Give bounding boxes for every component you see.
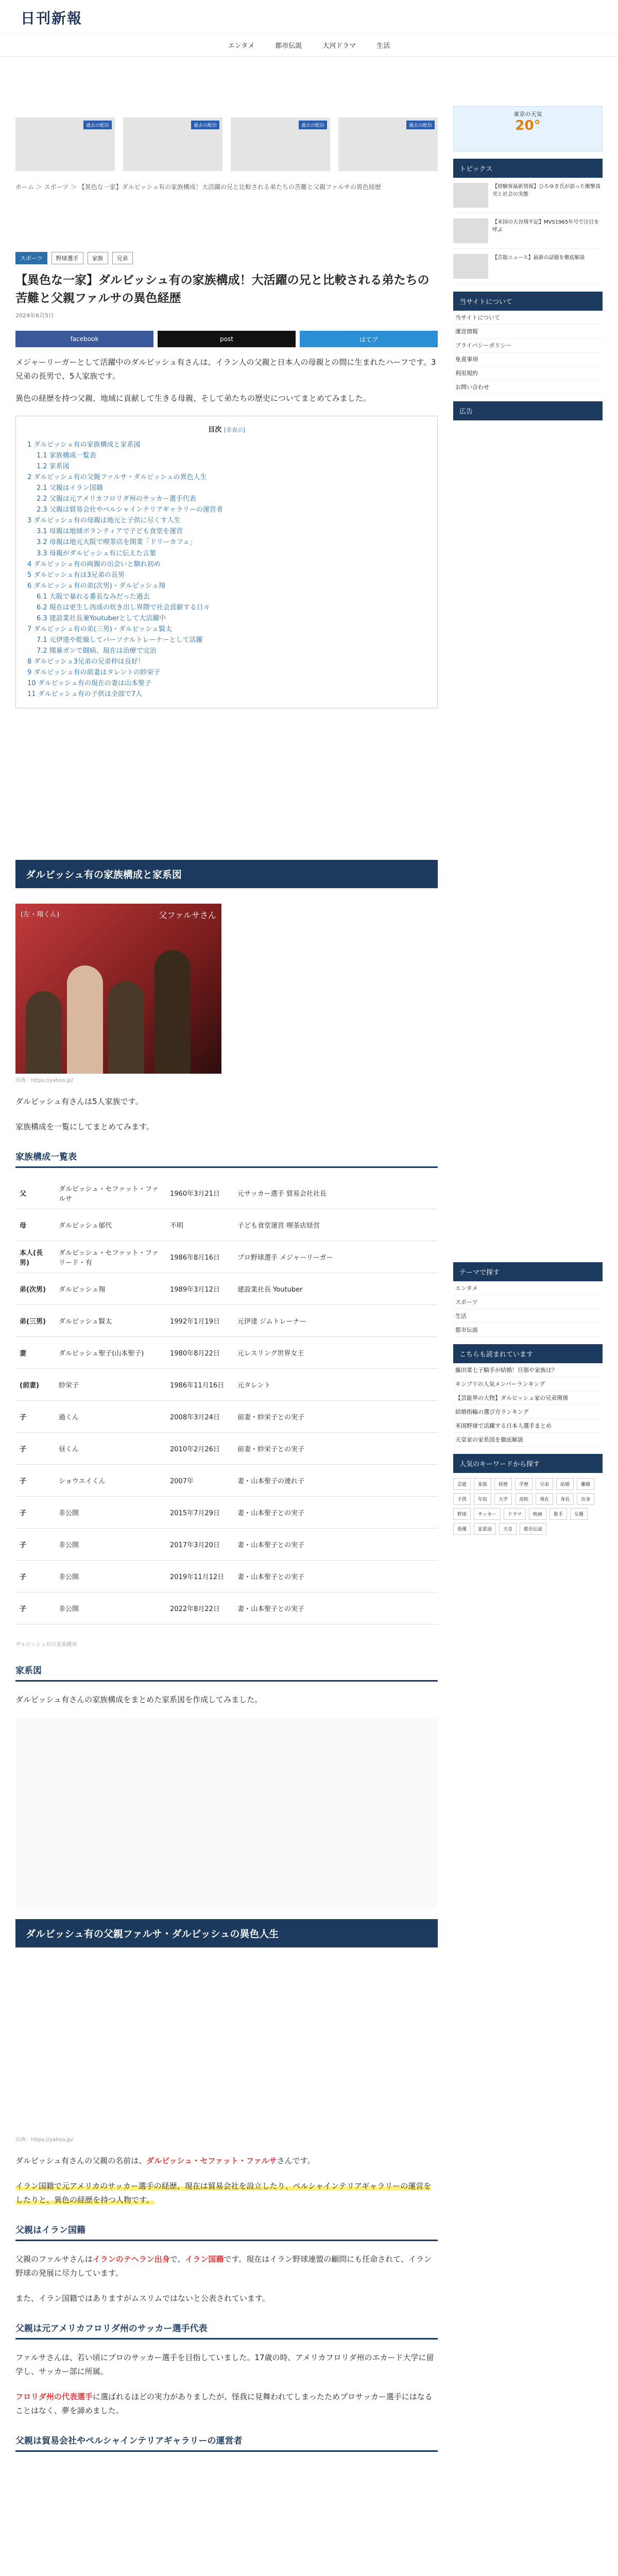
subsection-heading: 家系図 <box>15 1663 438 1682</box>
article-intro <box>15 355 438 405</box>
tag[interactable]: 野球選手 <box>52 252 83 264</box>
table-row <box>15 1177 438 1209</box>
site-header <box>0 0 618 33</box>
table-cell: 子 <box>15 1433 55 1465</box>
keyword-tag[interactable]: 歌手 <box>550 1508 567 1520</box>
keyword-tag[interactable]: 天皇 <box>499 1523 517 1535</box>
popular-item[interactable]: 結婚指輪の選び方ランキング <box>453 1405 603 1419</box>
table-cell: 1980年8月22日 <box>166 1337 233 1369</box>
table-cell: 元サッカー選手 貿易会社社長 <box>233 1177 438 1209</box>
table-cell: 弟(三男) <box>15 1305 55 1337</box>
toc-item[interactable]: 6.1 大阪で暴れる番長なみだった過去 <box>37 592 150 601</box>
keyword-tag[interactable]: 俳優 <box>453 1523 471 1535</box>
nav-item-urban-legend[interactable]: 都市伝説 <box>275 42 302 50</box>
toc-list <box>27 439 426 700</box>
paragraph: ダルビッシュ有さんの家族構成をまとめた家系図を作成してみました。 <box>15 1695 263 1705</box>
table-cell: ショウエイくん <box>55 1465 166 1497</box>
about-item[interactable]: お問い合わせ <box>453 380 603 394</box>
photo-label: (左・翔くん) <box>21 911 60 919</box>
topic-item[interactable] <box>453 249 603 284</box>
keyword-tag[interactable]: 兄弟 <box>536 1478 553 1490</box>
related-ad-row <box>15 117 438 171</box>
intro-paragraph: 異色の経歴を持つ父親、地域に貢献して生きる母親、そして弟たちの歴史についてまとめてみました。 <box>15 394 371 403</box>
table-cell: 前妻・紗栄子との実子 <box>233 1401 438 1433</box>
toc-item[interactable]: 3.1 母親は地域ボランティアで子ども食堂を運営 <box>37 528 183 536</box>
section-heading: ダルビッシュ有の父親ファルサ・ダルビッシュの異色人生 <box>15 1919 438 1947</box>
keyword-tag[interactable]: 経歴 <box>494 1478 512 1490</box>
section-heading: ダルビッシュ有の家族構成と家系図 <box>15 860 438 888</box>
table-row <box>15 1273 438 1305</box>
about-item[interactable]: 利用規約 <box>453 366 603 380</box>
related-card[interactable] <box>15 117 115 171</box>
table-row <box>15 1401 438 1433</box>
toc-toggle[interactable]: [非表示] <box>224 427 245 433</box>
keyword-tag[interactable]: 野球 <box>453 1508 471 1520</box>
weather-city: 東京の天気 <box>513 111 542 117</box>
article-tags <box>15 252 438 264</box>
related-card[interactable] <box>338 117 438 171</box>
table-cell: 2022年8月22日 <box>166 1592 233 1624</box>
toc-title: 目次 [非表示] <box>208 426 245 434</box>
table-cell: 不明 <box>166 1209 233 1241</box>
table-row <box>15 1209 438 1241</box>
keyword-tag[interactable]: 離婚 <box>577 1478 594 1490</box>
toc-item[interactable]: 3.3 母親がダルビッシュ有に伝えた言葉 <box>37 549 157 557</box>
paragraph: 父親のファルサさんはイランのテヘラン出身で、イラン国籍です。現在はイラン野球連盟の顧問にも任命されて、イラン野球の発展に尽力しています。 <box>15 2255 432 2278</box>
keyword-tag[interactable]: 家系図 <box>474 1523 496 1535</box>
sidebar-heading-topics: トピックス <box>453 159 603 178</box>
themes-item[interactable]: スポーツ <box>453 1295 603 1309</box>
keyword-tag[interactable]: 映画 <box>529 1508 546 1520</box>
nav-item-life[interactable]: 生活 <box>376 42 390 50</box>
subsection-heading: 父親は元アメリカフロリダ州のサッカー選手代表 <box>15 2321 438 2340</box>
topic-item[interactable] <box>453 213 603 249</box>
article-title: 【異色な一家】ダルビッシュ有の家族構成！大活躍の兄と比較される弟たちの苦難と父親ファルサの異色経歴 <box>15 274 430 305</box>
family-tree-image <box>15 1718 438 1909</box>
keyword-tag[interactable]: 現在 <box>536 1493 553 1505</box>
table-cell: 1989年3月12日 <box>166 1273 233 1305</box>
table-row <box>15 1465 438 1497</box>
topics-list <box>453 178 603 284</box>
toc-item[interactable]: 3.2 母親は地元大阪で喫茶店を開業「ドリーカフェ」 <box>37 538 196 547</box>
table-cell: 元レスリング世界女王 <box>233 1337 438 1369</box>
table-cell: 子 <box>15 1529 55 1561</box>
table-cell: 妻 <box>15 1337 55 1369</box>
keyword-tag[interactable]: 都市伝説 <box>520 1523 546 1535</box>
table-cell: 1960年3月21日 <box>166 1177 233 1209</box>
table-cell: 非公開 <box>55 1529 166 1561</box>
about-item[interactable]: 当サイトについて <box>453 311 603 325</box>
about-item[interactable]: 運営情報 <box>453 325 603 338</box>
table-cell: 子 <box>15 1465 55 1497</box>
toc-item[interactable]: 1 ダルビッシュ有の家族構成と家系図 <box>27 441 141 449</box>
global-nav <box>0 33 618 57</box>
x-post-button[interactable]: post <box>158 331 296 347</box>
table-row <box>15 1592 438 1624</box>
toc-item[interactable]: 2.1 父親はイラン国籍 <box>37 484 103 493</box>
photo-source: 出典：https://yahoo.jp/ <box>15 2137 73 2143</box>
toc-item[interactable]: 11 ダルビッシュ有の子供は全部で7人 <box>27 690 143 699</box>
table-cell: 2007年 <box>166 1465 233 1497</box>
paragraph: フロリダ州の代表選手に選ばれるほどの実力がありましたが、怪我に見舞われてしまったためプロサッカー選手にはなることはなく、夢を諦めました。 <box>15 2392 433 2416</box>
about-item[interactable]: プライバシーポリシー <box>453 338 603 352</box>
keyword-tag[interactable]: 高校 <box>515 1493 533 1505</box>
table-cell: 前妻・紗栄子との実子 <box>233 1433 438 1465</box>
sidebar-heading-ad: 広告 <box>453 401 603 420</box>
subsection-heading: 家族構成一覧表 <box>15 1149 438 1168</box>
related-card[interactable] <box>231 117 330 171</box>
paragraph: また、イラン国籍ではありますがムスリムではないと公表されています。 <box>15 2294 270 2303</box>
table-row <box>15 1529 438 1561</box>
paragraph: ファルサさんは、若い頃にプロのサッカー選手を目指していました。17歳の時、アメリカフロリダ州のエカード大学に留学し、サッカー部に所属。 <box>15 2353 434 2377</box>
table-cell: 子 <box>15 1401 55 1433</box>
toc-item[interactable]: 7 ダルビッシュ有の弟(三男)・ダルビッシュ賢太 <box>27 625 172 633</box>
table-cell: 子 <box>15 1561 55 1592</box>
popular-item[interactable]: 天皇家の家系図を徹底解説 <box>453 1433 603 1447</box>
main-content <box>15 57 438 2452</box>
table-cell: 妻・山本聖子との実子 <box>233 1592 438 1624</box>
table-cell: 妻・山本聖子との実子 <box>233 1561 438 1592</box>
paragraph: ダルビッシュ有さんの父親の名前は、ダルビッシュ・セファット・ファルサさんです。 <box>15 2156 315 2166</box>
keyword-tag[interactable]: 年収 <box>474 1493 491 1505</box>
table-cell: 2008年3月24日 <box>166 1401 233 1433</box>
toc-item[interactable]: 2.3 父親は貿易会社やペルシャインテリアギャラリーの運営者 <box>37 506 223 514</box>
table-cell: 元伊達 ジムトレーナー <box>233 1305 438 1337</box>
topic-thumbnail <box>453 218 488 243</box>
table-cell: ダルビッシュ郁代 <box>55 1209 166 1241</box>
popular-item[interactable]: 【芸能界の大物】ダルビッシュ家の兄弟関係 <box>453 1391 603 1405</box>
table-row <box>15 1337 438 1369</box>
keyword-tag[interactable]: 女優 <box>570 1508 588 1520</box>
sidebar-heading-about: 当サイトについて <box>453 292 603 311</box>
hatena-share-button[interactable]: はてブ <box>300 331 438 347</box>
site-logo[interactable]: 日刊新報 <box>21 10 83 27</box>
weather-temp: 20° <box>515 118 541 133</box>
tag[interactable]: 兄弟 <box>112 252 133 264</box>
photo-caption: 父ファルサさん <box>159 910 216 921</box>
table-cell: ダルビッシュ賢太 <box>55 1305 166 1337</box>
table-cell: 父 <box>15 1177 55 1209</box>
topic-title: 【米国の大谷翔平記】MVS1965年号で注目を呼ぶ <box>492 219 599 233</box>
table-row <box>15 1433 438 1465</box>
table-cell: ダルビッシュ・セファット・ファルサ <box>55 1177 166 1209</box>
table-cell: ダルビッシュ聖子(山本聖子) <box>55 1337 166 1369</box>
table-cell: 1986年8月16日 <box>166 1241 233 1273</box>
popular-item[interactable]: 藤田菜七子騎手が結婚！旦那や家族は？ <box>453 1363 603 1377</box>
table-cell: 子 <box>15 1497 55 1529</box>
toc-item[interactable]: 8 ダルビッシュ3兄弟の兄弟仲は良好！ <box>27 657 145 666</box>
keyword-tag[interactable]: 身長 <box>556 1493 574 1505</box>
table-cell: 2019年11月12日 <box>166 1561 233 1592</box>
keyword-tag[interactable]: 家族 <box>474 1478 491 1490</box>
table-cell: ダルビッシュ翔 <box>55 1273 166 1305</box>
publish-date: 2024年6月5日 <box>15 312 54 319</box>
facebook-share-button[interactable]: facebook <box>15 331 153 347</box>
table-cell: 2017年3月20日 <box>166 1529 233 1561</box>
toc-item[interactable]: 3 ダルビッシュ有の母親は地元と子供に尽くす人生 <box>27 517 181 525</box>
keyword-cloud <box>453 1478 603 1535</box>
toc-item[interactable]: 7.1 元伊達や乾燥してパーソナルトレーナーとして活躍 <box>37 636 203 644</box>
table-cell: 過くん <box>55 1401 166 1433</box>
popular-item[interactable]: キンプリの人気メンバーランキング <box>453 1377 603 1391</box>
toc-item[interactable]: 2 ダルビッシュ有の父親ファルサ・ダルビッシュの異色人生 <box>27 473 207 482</box>
keyword-tag[interactable]: ドラマ <box>504 1508 526 1520</box>
table-note: ダルビッシュ有の家族構成 <box>15 1642 77 1648</box>
table-row <box>15 1497 438 1529</box>
table-cell: 非公開 <box>55 1497 166 1529</box>
keyword-tag[interactable]: 出身 <box>577 1493 594 1505</box>
intro-paragraph: メジャーリーガーとして活躍中のダルビッシュ有さんは、イラン人の父親と日本人の母親との間に生まれたハーフです。3兄弟の長男で、5人家族です。 <box>15 358 436 381</box>
table-cell: 1992年1月19日 <box>166 1305 233 1337</box>
toc-item[interactable]: 4 ダルビッシュ有の両親の出会いと馴れ初め <box>27 560 161 568</box>
family-table <box>15 1177 438 1624</box>
table-row <box>15 1369 438 1401</box>
table-cell: 1986年11月16日 <box>166 1369 233 1401</box>
tag-category[interactable]: スポーツ <box>15 252 47 264</box>
table-cell: 非公開 <box>55 1561 166 1592</box>
weather-widget[interactable] <box>453 106 603 151</box>
table-cell: 元タレント <box>233 1369 438 1401</box>
table-cell: 紗栄子 <box>55 1369 166 1401</box>
table-row <box>15 1305 438 1337</box>
toc-item[interactable]: 6.3 建設業社長兼Youtuberとして大活躍中 <box>37 614 166 622</box>
table-cell: 非公開 <box>55 1592 166 1624</box>
themes-list <box>453 1281 603 1337</box>
table-cell: 子 <box>15 1592 55 1624</box>
toc-item[interactable]: 1.1 家族構成一覧表 <box>37 452 96 460</box>
toc-item[interactable]: 7.2 聞暴ガンで闘病、現在は治療で完治 <box>37 647 157 655</box>
table-row <box>15 1561 438 1592</box>
themes-item[interactable]: エンタメ <box>453 1281 603 1295</box>
subsection-heading: 父親はイラン国籍 <box>15 2223 438 2241</box>
table-cell: 妻・山本聖子の連れ子 <box>233 1465 438 1497</box>
paragraph: 家族構成を一覧にしてまとめてみます。 <box>15 1122 154 1132</box>
themes-item[interactable]: 生活 <box>453 1309 603 1323</box>
sidebar-ad-space <box>453 420 603 1255</box>
table-cell: 弟(次男) <box>15 1273 55 1305</box>
family-photo <box>15 904 221 1074</box>
table-of-contents <box>15 416 438 708</box>
keyword-tag[interactable]: サッカー <box>474 1508 501 1520</box>
subsection-heading: 父親は貿易会社やペルシャインテリアギャラリーの運営者 <box>15 2433 438 2452</box>
toc-item[interactable]: 5 ダルビッシュ有は3兄弟の長男 <box>27 571 125 579</box>
topic-thumbnail <box>453 254 488 279</box>
table-cell: 子ども食堂運営 喫茶店経営 <box>233 1209 438 1241</box>
table-cell: プロ野球選手 メジャーリーガー <box>233 1241 438 1273</box>
keyword-tag[interactable]: 子供 <box>453 1493 471 1505</box>
related-card[interactable] <box>123 117 222 171</box>
sidebar-heading-keywords: 人気のキーワードから探す <box>453 1454 603 1473</box>
toc-item[interactable]: 6 ダルビッシュ有の弟(次男)・ダルビッシュ翔 <box>27 582 165 590</box>
paragraph: イラン国籍で元アメリカのサッカー選手の経歴、現在は貿易会社を設立したり、ペルシャインテリアギャラリーの運営をしたりと、異色の経歴を持つ人物です。 <box>15 2181 432 2205</box>
ad-badge: 過去の配信 <box>406 121 435 129</box>
toc-item[interactable]: 10 ダルビッシュ有の現在の妻は山本聖子 <box>27 680 151 688</box>
keyword-tag[interactable]: 大学 <box>494 1493 512 1505</box>
toc-item[interactable]: 9 ダルビッシュ有の前妻はタレントの紗栄子 <box>27 669 161 677</box>
table-cell: 本人(長男) <box>15 1241 55 1273</box>
themes-item[interactable]: 都市伝説 <box>453 1323 603 1337</box>
sidebar-heading-themes: テーマで探す <box>453 1262 603 1281</box>
table-cell: 母 <box>15 1209 55 1241</box>
table-cell: 2015年7月29日 <box>166 1497 233 1529</box>
topic-thumbnail <box>453 183 488 208</box>
sidebar-heading-popular: こちらも読まれています <box>453 1344 603 1363</box>
table-cell: 建設業社長 Youtuber <box>233 1273 438 1305</box>
nav-item-taiga[interactable]: 大河ドラマ <box>322 42 356 50</box>
popular-item[interactable]: 米国野球で活躍する日本人選手まとめ <box>453 1419 603 1433</box>
father-photo <box>15 1947 438 2133</box>
popular-list <box>453 1363 603 1447</box>
table-row <box>15 1241 438 1273</box>
toc-item[interactable]: 1.2 家系図 <box>37 463 70 471</box>
sidebar <box>453 57 603 2452</box>
photo-source: 出典：https://yahoo.jp/ <box>15 1078 73 1084</box>
table-cell: 妻・山本聖子との実子 <box>233 1529 438 1561</box>
toc-item[interactable]: 2.2 父親は元アメリカフロリダ州のサッカー選手代表 <box>37 495 196 503</box>
tag[interactable]: 家族 <box>88 252 108 264</box>
ad-badge: 過去の配信 <box>191 121 219 129</box>
topic-title: 【経験客最新情報】ひろゆき氏が語った衝撃真実と社会の実態 <box>492 184 600 197</box>
table-cell: 昼くん <box>55 1433 166 1465</box>
ad-space <box>15 718 438 850</box>
nav-item-entertainment[interactable]: エンタメ <box>228 42 255 50</box>
about-list <box>453 311 603 394</box>
share-buttons <box>15 331 438 347</box>
ad-badge: 過去の配信 <box>299 121 327 129</box>
keyword-tag[interactable]: 結婚 <box>556 1478 574 1490</box>
toc-item[interactable]: 6.2 現在は更生し西成の炊き出し界隈で社会貢献する日々 <box>37 603 210 612</box>
breadcrumb[interactable]: ホーム ＞ スポーツ ＞ 【異色な一家】ダルビッシュ有の家族構成！大活躍の兄と比較される弟たちの苦難と父親ファルサの異色経歴 <box>15 183 381 191</box>
table-cell: 妻・山本聖子との実子 <box>233 1497 438 1529</box>
keyword-tag[interactable]: 芸能 <box>453 1478 471 1490</box>
ad-badge: 過去の配信 <box>83 121 112 129</box>
topic-title: 【芸能ニュース】最新の話題を徹底解説 <box>492 255 585 261</box>
table-cell: 2010年2月26日 <box>166 1433 233 1465</box>
table-cell: ダルビッシュ・セファット・ファリード・有 <box>55 1241 166 1273</box>
keyword-tag[interactable]: 学歴 <box>515 1478 533 1490</box>
paragraph: ダルビッシュ有さんは5人家族です。 <box>15 1097 143 1107</box>
table-cell: (前妻) <box>15 1369 55 1401</box>
about-item[interactable]: 免責事項 <box>453 352 603 366</box>
topic-item[interactable] <box>453 178 603 213</box>
